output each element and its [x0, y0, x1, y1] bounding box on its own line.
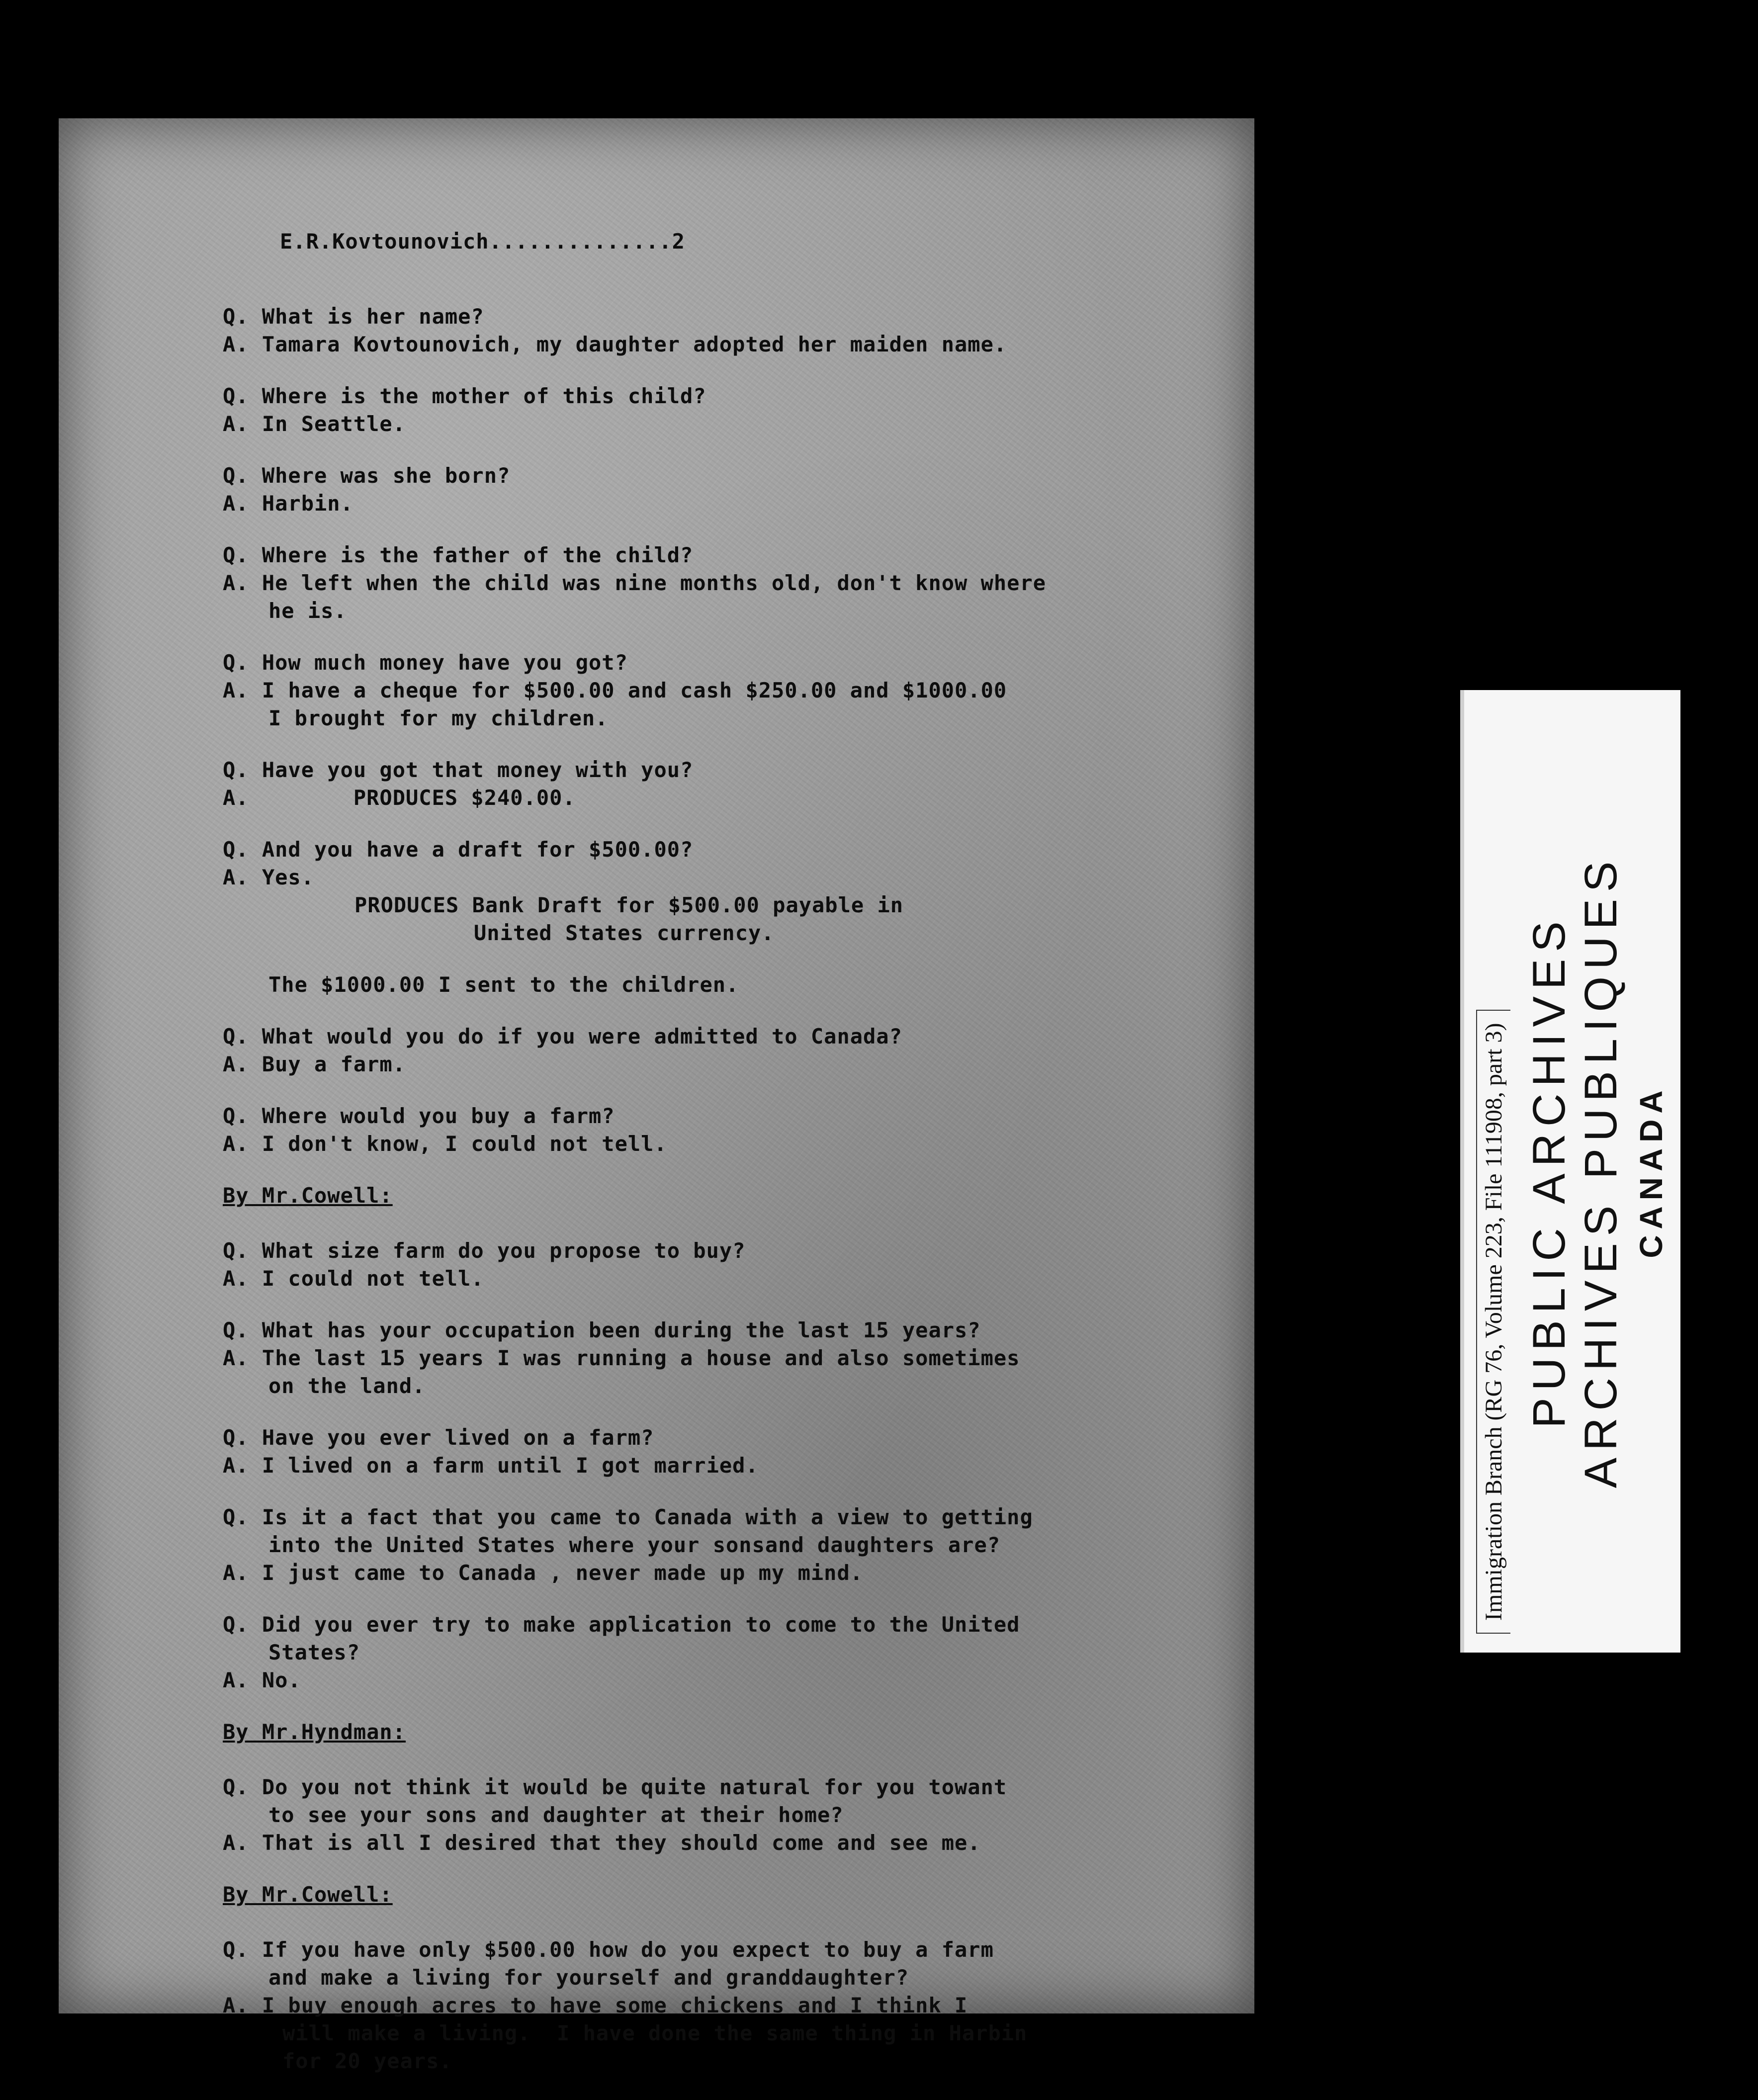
- question-line: Q. What has your occupation been during the last 15 years?: [223, 1318, 981, 1342]
- examiner-section-heading: By Mr.Hyndman:: [223, 1720, 406, 1744]
- qa-exchange: [223, 1316, 1247, 1400]
- qa-exchange: [223, 1773, 1247, 1857]
- question-line: Q. Where was she born?: [223, 463, 511, 488]
- interview-transcript: [223, 228, 1247, 2099]
- qa-exchange: [223, 303, 1247, 358]
- qa-exchange: [223, 1102, 1247, 1158]
- continuation-line: into the United States where your sonsand daughters are?: [268, 1533, 1001, 1557]
- question-line: Q. And you have a draft for $500.00?: [223, 837, 694, 862]
- answer-line: A. In Seattle.: [223, 412, 406, 436]
- statement-line: The $1000.00 I sent to the children.: [268, 972, 739, 997]
- transcript-blocks: [223, 303, 1247, 2075]
- answer-line: A. I could not tell.: [223, 1266, 484, 1291]
- qa-exchange: [223, 836, 1247, 947]
- answer-line: A. That is all I desired that they should come and see me.: [223, 1831, 981, 1855]
- archive-country: CANADA: [1633, 1084, 1669, 1258]
- answer-line: A. I just came to Canada , never made up my mind.: [223, 1561, 864, 1585]
- continuation-line: on the land.: [268, 1374, 426, 1398]
- answer-line: A. No.: [223, 1668, 301, 1692]
- continuation-line: will make a living. I have done the same thing in Harbin: [282, 2021, 1028, 2045]
- qa-exchange: [223, 1936, 1247, 2075]
- continuation-line: I brought for my children.: [268, 706, 609, 730]
- examiner-section-heading: By Mr.Cowell:: [223, 1882, 393, 1907]
- answer-line: A. Tamara Kovtounovich, my daughter adopted her maiden name.: [223, 332, 1007, 356]
- answer-line: A. Buy a farm.: [223, 1052, 406, 1076]
- question-line: Q. Do you not think it would be quite natural for you towant: [223, 1775, 1007, 1799]
- qa-exchange: [223, 1237, 1247, 1293]
- qa-exchange: [223, 541, 1247, 625]
- qa-exchange: [223, 1611, 1247, 1694]
- continuation-line: United States currency.: [474, 921, 775, 945]
- answer-line: A. I don't know, I could not tell.: [223, 1132, 667, 1156]
- question-line: Q. What would you do if you were admitted to Canada?: [223, 1024, 902, 1049]
- answer-line: A. I buy enough acres to have some chickens and I think I: [223, 1993, 968, 2017]
- continuation-line: to see your sons and daughter at their home?: [268, 1803, 844, 1827]
- archive-reference-caption: Immigration Branch (RG 76, Volume 223, File 111908, part 3): [1476, 1010, 1510, 1634]
- answer-line: A. Yes.: [223, 865, 315, 889]
- archive-name-english: PUBLIC ARCHIVES: [1523, 914, 1574, 1428]
- question-line: Q. Have you got that money with you?: [223, 758, 694, 782]
- document-page: [59, 118, 1254, 2073]
- answer-line: A. PRODUCES $240.00.: [223, 786, 576, 810]
- qa-exchange: [223, 1424, 1247, 1480]
- question-line: Q. If you have only $500.00 how do you expect to buy a farm: [223, 1937, 994, 1962]
- question-line: Q. Where would you buy a farm?: [223, 1104, 615, 1128]
- archive-label-content: [1468, 709, 1677, 1634]
- qa-exchange: [223, 382, 1247, 438]
- answer-line: A. He left when the child was nine months old, don't know where: [223, 571, 1047, 595]
- archive-label-card: [1460, 690, 1680, 1653]
- qa-exchange: [223, 1023, 1247, 1078]
- answer-line: A. I lived on a farm until I got married.: [223, 1453, 759, 1478]
- answer-line: A. Harbin.: [223, 491, 353, 516]
- continuation-line: he is.: [268, 599, 347, 623]
- continuation-line: and make a living for yourself and granddaughter?: [268, 1965, 909, 1990]
- question-line: Q. Where is the father of the child?: [223, 543, 694, 567]
- answer-line: A. The last 15 years I was running a house and also sometimes: [223, 1346, 1020, 1370]
- qa-exchange: [223, 756, 1247, 812]
- examiner-section-heading: By Mr.Cowell:: [223, 1183, 393, 1208]
- qa-exchange: [223, 649, 1247, 732]
- answer-line: A. I have a cheque for $500.00 and cash $250.00 and $1000.00: [223, 678, 1007, 702]
- question-line: Q. Did you ever try to make application to come to the United: [223, 1612, 1020, 1637]
- continuation-line: PRODUCES Bank Draft for $500.00 payable in: [354, 893, 904, 917]
- question-line: Q. Where is the mother of this child?: [223, 384, 706, 408]
- qa-exchange: [223, 1503, 1247, 1587]
- question-line: Q. What is her name?: [223, 304, 484, 329]
- continuation-line: States?: [268, 1640, 360, 1664]
- question-line: Q. How much money have you got?: [223, 650, 628, 675]
- question-line: Q. What size farm do you propose to buy?: [223, 1238, 746, 1263]
- question-line: Q. Have you ever lived on a farm?: [223, 1425, 654, 1450]
- question-line: Q. Is it a fact that you came to Canada with a view to getting: [223, 1505, 1033, 1529]
- archive-name-french: ARCHIVES PUBLIQUES: [1575, 854, 1626, 1488]
- page-header: E.R.Kovtounovich..............2: [280, 229, 685, 254]
- continuation-line: for 20 years.: [282, 2049, 452, 2073]
- qa-exchange: [223, 462, 1247, 518]
